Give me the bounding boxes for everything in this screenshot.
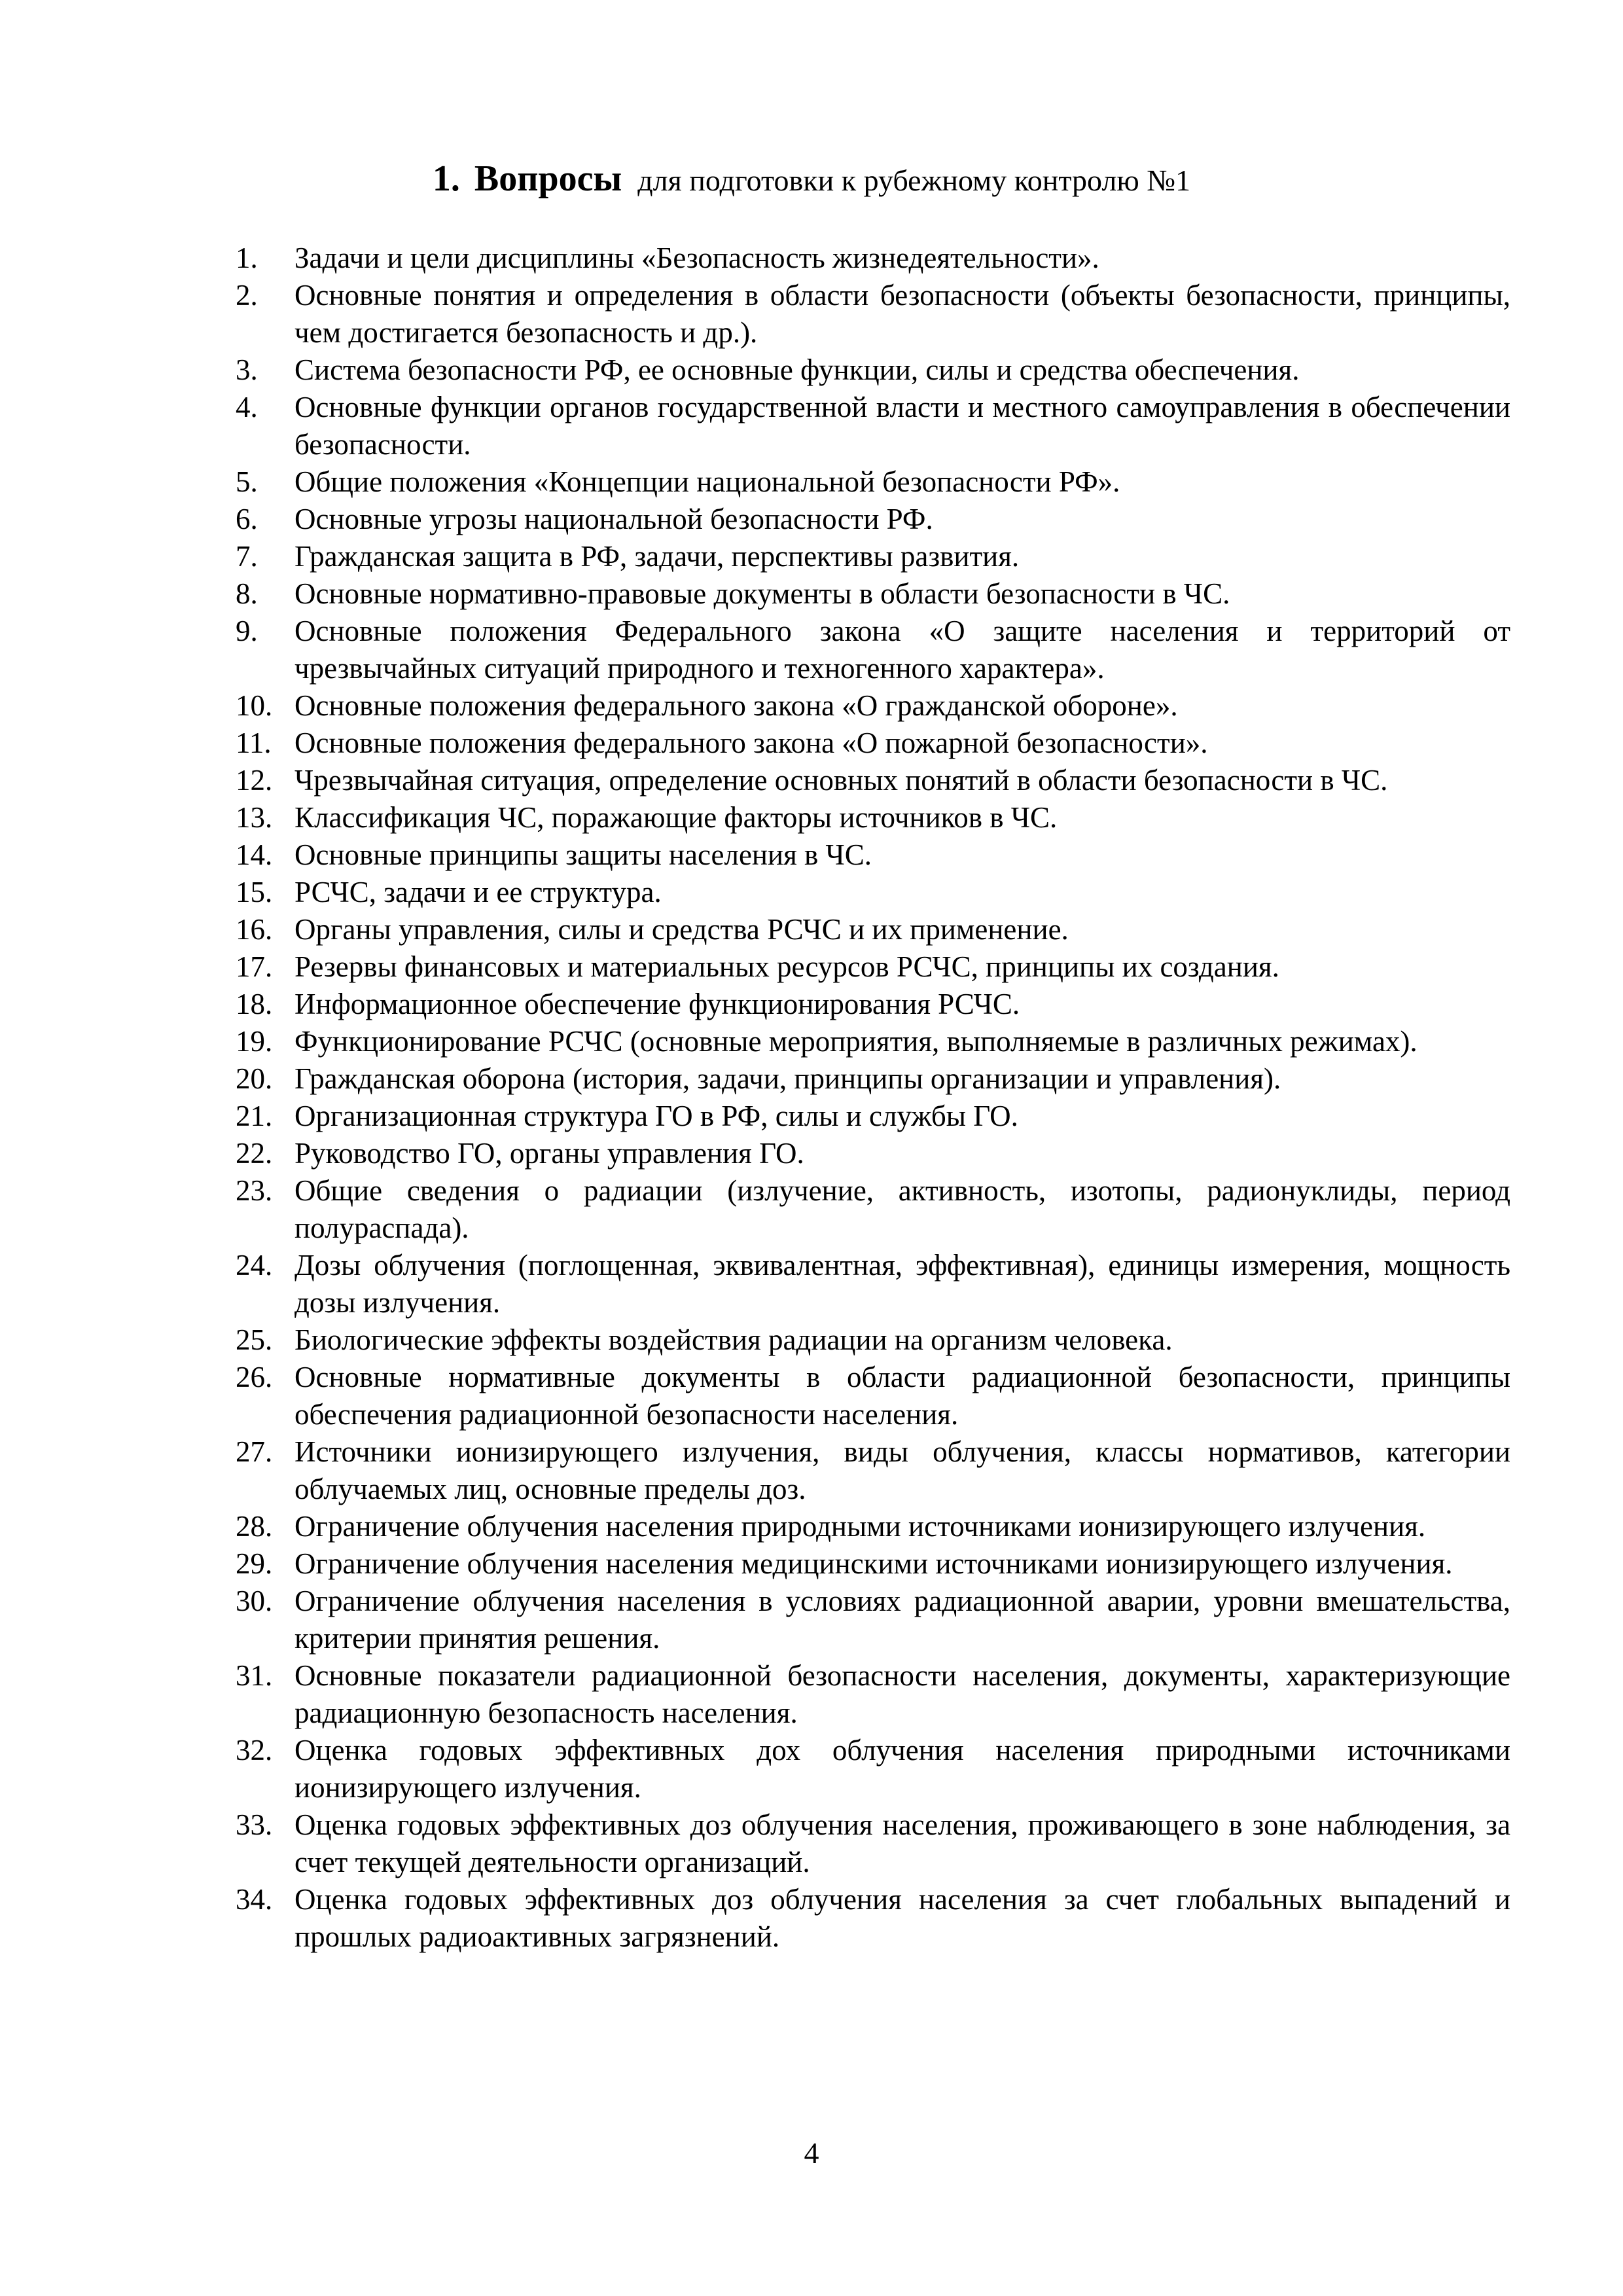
question-text: Основные положения федерального закона «О пожарной безопасности». xyxy=(294,726,1208,759)
section-title: Вопросы xyxy=(474,158,622,199)
question-text: Оценка годовых эффективных доз облучения населения, проживающего в зоне наблюдения, за счет текущей деятельности организаций. xyxy=(294,1808,1510,1878)
question-text: Источники ионизирующего излучения, виды облучения, классы нормативов, категории облучаемых лиц, основные пределы доз. xyxy=(294,1435,1510,1505)
question-text: Гражданская оборона (история, задачи, принципы организации и управления). xyxy=(294,1062,1281,1095)
question-text: Ограничение облучения населения природными источниками ионизирующего излучения. xyxy=(294,1510,1426,1543)
question-item xyxy=(236,1881,1510,1956)
question-text: Общие сведения о радиации (излучение, активность, изотопы, радионуклиды, период полураспада). xyxy=(294,1174,1510,1244)
question-text: Биологические эффекты воздействия радиации на организм человека. xyxy=(294,1323,1173,1356)
page-number: 4 xyxy=(804,2136,819,2170)
question-item xyxy=(236,463,1510,501)
question-number: 25. xyxy=(236,1323,273,1356)
question-text: Основные функции органов государственной власти и местного самоуправления в обеспечении безопасности. xyxy=(294,391,1510,461)
question-number: 12. xyxy=(236,764,273,797)
question-text: Оценка годовых эффективных доз облучения населения за счет глобальных выпадений и прошлых радиоактивных загрязнений. xyxy=(294,1883,1510,1953)
question-text: Основные положения федерального закона «О гражданской обороне». xyxy=(294,689,1178,722)
question-item xyxy=(236,1023,1510,1060)
question-item xyxy=(236,1433,1510,1508)
question-text: Информационное обеспечение функционирования РСЧС. xyxy=(294,988,1020,1020)
question-number: 8. xyxy=(236,577,258,610)
question-text: Основные принципы защиты населения в ЧС. xyxy=(294,838,872,871)
question-number: 33. xyxy=(236,1808,273,1841)
question-item xyxy=(236,1657,1510,1732)
question-text: Организационная структура ГО в РФ, силы и службы ГО. xyxy=(294,1100,1018,1132)
question-number: 16. xyxy=(236,913,273,946)
question-item xyxy=(236,538,1510,575)
question-item xyxy=(236,1135,1510,1172)
question-text: Органы управления, силы и средства РСЧС и их применение. xyxy=(294,913,1069,946)
question-item xyxy=(236,1545,1510,1583)
section-number: 1. xyxy=(432,158,460,199)
question-item xyxy=(236,1583,1510,1657)
question-item xyxy=(236,1098,1510,1135)
question-text: Основные нормативно-правовые документы в области безопасности в ЧС. xyxy=(294,577,1230,610)
question-text: Оценка годовых эффективных дох облучения населения природными источниками ионизирующего излучения. xyxy=(294,1734,1510,1804)
question-item xyxy=(236,1806,1510,1881)
question-number: 9. xyxy=(236,615,258,647)
question-number: 2. xyxy=(236,279,258,312)
question-item xyxy=(236,986,1510,1023)
question-number: 18. xyxy=(236,988,273,1020)
question-number: 10. xyxy=(236,689,273,722)
question-number: 7. xyxy=(236,540,258,573)
question-text: Классификация ЧС, поражающие факторы источников в ЧС. xyxy=(294,801,1058,834)
question-number: 13. xyxy=(236,801,273,834)
question-item xyxy=(236,351,1510,389)
question-item xyxy=(236,874,1510,911)
question-item xyxy=(236,799,1510,836)
question-number: 14. xyxy=(236,838,273,871)
question-number: 11. xyxy=(236,726,272,759)
question-item xyxy=(236,1247,1510,1321)
question-text: Функционирование РСЧС (основные мероприятия, выполняемые в различных режимах). xyxy=(294,1025,1418,1058)
question-text: Основные положения Федерального закона «О защите населения и территорий от чрезвычайных ситуаций природного и техногенного характера». xyxy=(294,615,1510,685)
question-number: 29. xyxy=(236,1547,273,1580)
question-text: Задачи и цели дисциплины «Безопасность жизнедеятельности». xyxy=(294,242,1099,274)
question-number: 22. xyxy=(236,1137,273,1170)
question-number: 24. xyxy=(236,1249,273,1282)
question-item xyxy=(236,277,1510,351)
question-text: Основные показатели радиационной безопасности населения, документы, характеризующие радиационную безопасность населения. xyxy=(294,1659,1510,1729)
question-item xyxy=(236,762,1510,799)
section-subtitle: для подготовки к рубежному контролю №1 xyxy=(637,164,1191,197)
question-text: Гражданская защита в РФ, задачи, перспективы развития. xyxy=(294,540,1020,573)
question-text: Основные угрозы национальной безопасности РФ. xyxy=(294,503,933,535)
question-item xyxy=(236,687,1510,725)
question-number: 4. xyxy=(236,391,258,423)
question-item xyxy=(236,575,1510,613)
question-item xyxy=(236,501,1510,538)
question-item xyxy=(236,911,1510,948)
questions-list xyxy=(236,240,1510,1956)
question-item xyxy=(236,836,1510,874)
question-number: 27. xyxy=(236,1435,273,1468)
question-number: 17. xyxy=(236,950,273,983)
question-number: 1. xyxy=(236,242,258,274)
question-item xyxy=(236,1321,1510,1359)
question-item xyxy=(236,613,1510,687)
question-number: 26. xyxy=(236,1361,273,1393)
question-item xyxy=(236,1060,1510,1098)
question-item xyxy=(236,725,1510,762)
question-number: 31. xyxy=(236,1659,273,1692)
question-text: РСЧС, задачи и ее структура. xyxy=(294,876,662,908)
question-number: 32. xyxy=(236,1734,273,1767)
question-number: 28. xyxy=(236,1510,273,1543)
question-text: Резервы финансовых и материальных ресурсов РСЧС, принципы их создания. xyxy=(294,950,1279,983)
question-item xyxy=(236,389,1510,463)
question-item xyxy=(236,1172,1510,1247)
question-number: 15. xyxy=(236,876,273,908)
question-number: 3. xyxy=(236,353,258,386)
question-number: 5. xyxy=(236,465,258,498)
question-item xyxy=(236,1359,1510,1433)
question-text: Чрезвычайная ситуация, определение основных понятий в области безопасности в ЧС. xyxy=(294,764,1388,797)
question-item xyxy=(236,1508,1510,1545)
question-item xyxy=(236,948,1510,986)
question-number: 34. xyxy=(236,1883,273,1916)
question-number: 23. xyxy=(236,1174,273,1207)
question-item xyxy=(236,240,1510,277)
question-number: 30. xyxy=(236,1585,273,1617)
question-text: Система безопасности РФ, ее основные функции, силы и средства обеспечения. xyxy=(294,353,1300,386)
question-number: 19. xyxy=(236,1025,273,1058)
question-text: Общие положения «Концепции национальной безопасности РФ». xyxy=(294,465,1120,498)
question-text: Основные понятия и определения в области безопасности (объекты безопасности, принципы, чем достигается безопасность и др.). xyxy=(294,279,1510,349)
question-item xyxy=(236,1732,1510,1806)
question-text: Руководство ГО, органы управления ГО. xyxy=(294,1137,804,1170)
section-heading xyxy=(0,149,1623,217)
question-text: Дозы облучения (поглощенная, эквивалентная, эффективная), единицы измерения, мощность дозы излучения. xyxy=(294,1249,1510,1319)
question-text: Ограничение облучения населения в условиях радиационной аварии, уровни вмешательства, критерии принятия решения. xyxy=(294,1585,1510,1655)
question-number: 21. xyxy=(236,1100,273,1132)
question-text: Основные нормативные документы в области радиационной безопасности, принципы обеспечения радиационной безопасности населения. xyxy=(294,1361,1510,1431)
question-text: Ограничение облучения населения медицинскими источниками ионизирующего излучения. xyxy=(294,1547,1453,1580)
question-number: 20. xyxy=(236,1062,273,1095)
question-number: 6. xyxy=(236,503,258,535)
